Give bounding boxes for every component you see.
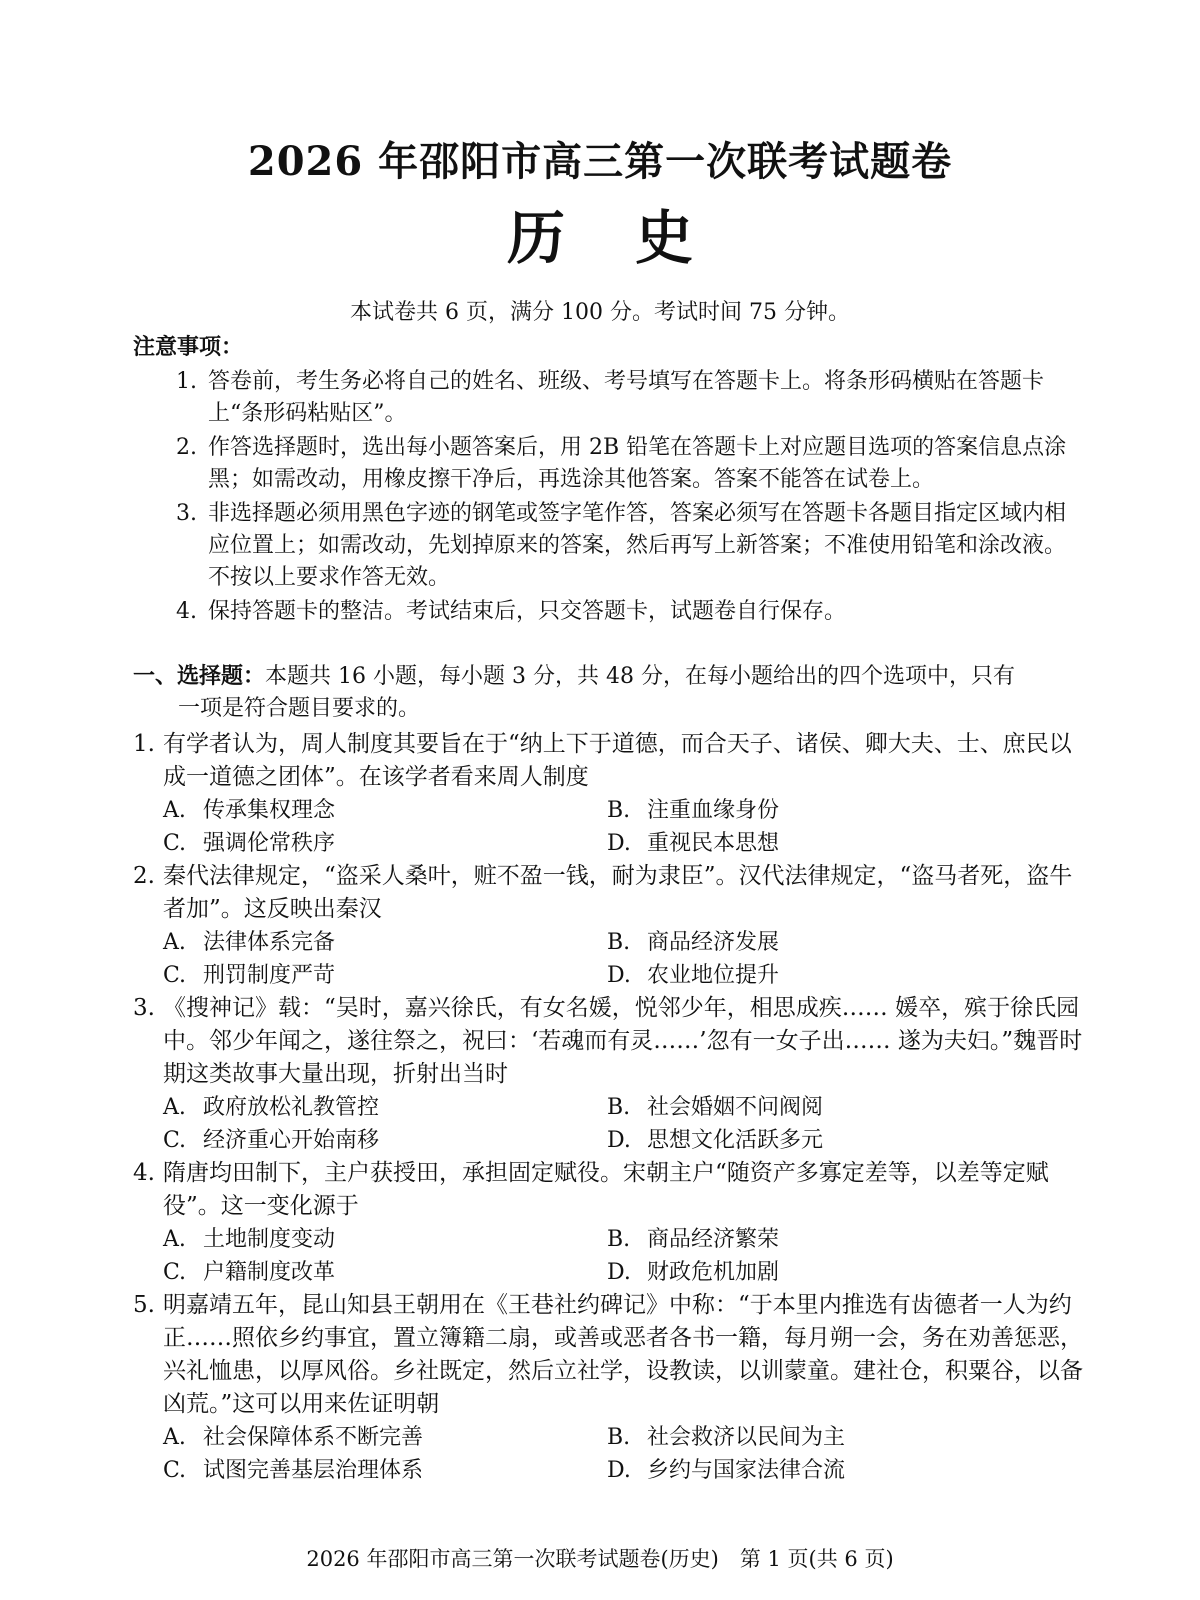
question-text: 明嘉靖五年，昆山知县王朝用在《王巷社约碑记》中称：“于本里内推选有齿德者一人为约正……照依乡约事宜，置立簿籍二扇，或善或恶者各书一籍，每月朔一会，务在劝善惩恶，兴礼恤患，以厚风俗。乡社既定，然后立社学，设教读，以训蒙童。建社仓，积粟谷，以备凶荒。”这可以用来佐证明朝 <box>163 1292 1083 1417</box>
option-text: 注重血缘身份 <box>647 798 780 823</box>
notice-number: 4. <box>176 599 197 624</box>
option-text: 法律体系完备 <box>203 930 336 955</box>
option-text: 试图完善基层治理体系 <box>203 1458 424 1483</box>
subject-title <box>0 205 1200 271</box>
question-4 <box>133 1157 1088 1289</box>
question-stem <box>133 860 1088 926</box>
option-text: 经济重心开始南移 <box>203 1128 380 1153</box>
option-letter: A. <box>163 930 186 955</box>
option-c <box>163 1124 607 1157</box>
option-grid <box>133 794 1088 860</box>
question-1 <box>133 728 1088 860</box>
option-letter: D. <box>607 831 631 856</box>
option-letter: B. <box>607 1425 631 1450</box>
question-stem <box>133 1289 1088 1421</box>
option-d <box>607 827 1051 860</box>
question-text: 《搜神记》载：“吴时，嘉兴徐氏，有女名媛，悦邻少年，相思成疾…… 媛卒，殡于徐氏园中。邻少年闻之，遂往祭之，祝曰：‘若魂而有灵……’忽有一女子出…… 遂为夫妇。”魏晋时期这类故事大量出现，折射出当时 <box>163 995 1083 1087</box>
option-letter: C. <box>163 963 187 988</box>
option-d <box>607 1124 1051 1157</box>
option-letter: D. <box>607 1128 631 1153</box>
question-text: 隋唐均田制下，主户获授田，承担固定赋役。宋朝主户“随资产多寡定差等，以差等定赋役”。这一变化源于 <box>163 1160 1049 1219</box>
section-text-line1: 本题共 16 小题，每小题 3 分，共 48 分，在每小题给出的四个选项中，只有 <box>265 664 1015 689</box>
option-grid <box>133 926 1088 992</box>
option-b <box>607 926 1051 959</box>
option-a <box>163 1091 607 1124</box>
option-text: 土地制度变动 <box>203 1227 336 1252</box>
option-grid <box>133 1421 1088 1487</box>
option-b <box>607 1091 1051 1124</box>
option-letter: A. <box>163 1425 186 1450</box>
notice-text: 答卷前，考生务必将自己的姓名、班级、考号填写在答题卡上。将条形码横贴在答题卡上“条形码粘贴区”。 <box>208 369 1045 426</box>
option-text: 商品经济发展 <box>647 930 780 955</box>
option-text: 商品经济繁荣 <box>647 1227 780 1252</box>
question-3 <box>133 992 1088 1157</box>
option-letter: D. <box>607 1458 631 1483</box>
notice-number: 1. <box>176 369 197 394</box>
question-number: 5. <box>133 1292 155 1318</box>
option-letter: A. <box>163 1227 186 1252</box>
question-2 <box>133 860 1088 992</box>
option-text: 政府放松礼教管控 <box>203 1095 380 1120</box>
option-a <box>163 926 607 959</box>
option-d <box>607 1454 1051 1487</box>
section-heading <box>133 660 1088 725</box>
option-text: 社会救济以民间为主 <box>647 1425 846 1450</box>
notice-text: 保持答题卡的整洁。考试结束后，只交答题卡，试题卷自行保存。 <box>208 599 847 624</box>
subject-char-2: 史 <box>635 204 694 272</box>
notice-heading: 注意事项： <box>133 334 244 360</box>
question-5 <box>133 1289 1088 1487</box>
option-letter: B. <box>607 1227 631 1252</box>
section-label: 一、选择题： <box>133 663 266 689</box>
option-letter: B. <box>607 1095 631 1120</box>
option-text: 重视民本思想 <box>647 831 780 856</box>
option-letter: C. <box>163 1128 187 1153</box>
option-text: 强调伦常秩序 <box>203 831 336 856</box>
option-text: 传承集权理念 <box>203 798 336 823</box>
option-text: 财政危机加剧 <box>647 1260 780 1285</box>
question-number: 1. <box>133 731 155 757</box>
notice-item <box>176 366 1086 430</box>
option-c <box>163 959 607 992</box>
notice-item <box>176 432 1086 496</box>
option-letter: C. <box>163 831 187 856</box>
option-text: 户籍制度改革 <box>203 1260 336 1285</box>
notice-list <box>176 366 1086 630</box>
option-text: 思想文化活跃多元 <box>647 1128 824 1153</box>
option-c <box>163 1256 607 1289</box>
notice-item <box>176 498 1086 594</box>
subject-char-1: 历 <box>506 204 565 272</box>
notice-number: 3. <box>176 501 197 526</box>
option-a <box>163 794 607 827</box>
option-letter: A. <box>163 1095 186 1120</box>
option-letter: A. <box>163 798 186 823</box>
section-text-line2: 一项是符合题目要求的。 <box>178 696 421 721</box>
option-text: 乡约与国家法律合流 <box>647 1458 846 1483</box>
option-a <box>163 1421 607 1454</box>
option-b <box>607 1223 1051 1256</box>
option-c <box>163 1454 607 1487</box>
question-number: 4. <box>133 1160 155 1186</box>
question-text: 秦代法律规定，“盗采人桑叶，赃不盈一钱，耐为隶臣”。汉代法律规定，“盗马者死，盗牛者加”。这反映出秦汉 <box>163 863 1073 922</box>
option-letter: C. <box>163 1458 187 1483</box>
question-list <box>133 728 1088 1487</box>
option-letter: C. <box>163 1260 187 1285</box>
exam-title: 2026 年邵阳市高三第一次联考试题卷 <box>247 138 953 185</box>
question-number: 2. <box>133 863 155 889</box>
notice-number: 2. <box>176 435 197 460</box>
option-letter: D. <box>607 963 631 988</box>
notice-item <box>176 596 1086 628</box>
option-text: 社会婚姻不问阀阅 <box>647 1095 824 1120</box>
option-d <box>607 1256 1051 1289</box>
question-number: 3. <box>133 995 155 1021</box>
page-footer: 2026 年邵阳市高三第一次联考试题卷(历史) 第 1 页(共 6 页) <box>306 1547 894 1571</box>
option-letter: D. <box>607 1260 631 1285</box>
option-b <box>607 1421 1051 1454</box>
exam-info: 本试卷共 6 页，满分 100 分。考试时间 75 分钟。 <box>350 300 850 325</box>
question-stem <box>133 1157 1088 1223</box>
option-grid <box>133 1223 1088 1289</box>
option-c <box>163 827 607 860</box>
question-text: 有学者认为，周人制度其要旨在于“纳上下于道德，而合天子、诸侯、卿大夫、士、庶民以成一道德之团体”。在该学者看来周人制度 <box>163 731 1072 790</box>
option-b <box>607 794 1051 827</box>
option-text: 社会保障体系不断完善 <box>203 1425 424 1450</box>
notice-text: 非选择题必须用黑色字迹的钢笔或签字笔作答，答案必须写在答题卡各题目指定区域内相应位置上；如需改动，先划掉原来的答案，然后再写上新答案；不准使用铅笔和涂改液。不按以上要求作答无效。 <box>208 501 1067 590</box>
option-letter: B. <box>607 930 631 955</box>
option-grid <box>133 1091 1088 1157</box>
question-stem <box>133 992 1088 1091</box>
question-stem <box>133 728 1088 794</box>
option-text: 农业地位提升 <box>647 963 780 988</box>
option-d <box>607 959 1051 992</box>
option-letter: B. <box>607 798 631 823</box>
notice-text: 作答选择题时，选出每小题答案后，用 2B 铅笔在答题卡上对应题目选项的答案信息点涂黑；如需改动，用橡皮擦干净后，再选涂其他答案。答案不能答在试卷上。 <box>208 435 1067 492</box>
option-text: 刑罚制度严苛 <box>203 963 336 988</box>
option-a <box>163 1223 607 1256</box>
